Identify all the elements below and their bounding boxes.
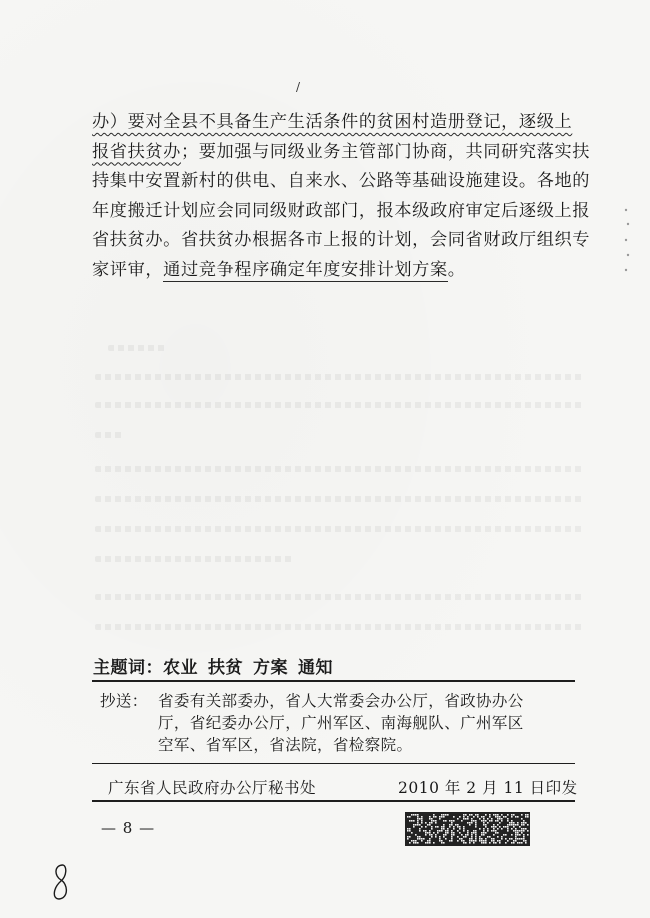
emphasized-text-run: 通过竞争程序确定年度安排计划方案 — [163, 259, 448, 280]
body-line — [92, 167, 591, 197]
bleed-through — [108, 345, 168, 351]
page-number: — 8 — — [101, 819, 156, 837]
barcode-image — [405, 812, 530, 846]
issuing-office: 广东省人民政府办公厅秘书处 — [108, 779, 317, 797]
bleed-through — [95, 466, 585, 472]
keywords-label: 主题词： — [93, 658, 163, 678]
text-run: 家评审， — [92, 259, 164, 280]
body-line — [92, 256, 580, 286]
body-paragraph — [92, 108, 591, 285]
bleed-through — [95, 432, 125, 438]
bleed-through — [95, 594, 585, 600]
keyword: 扶贫 — [208, 658, 243, 678]
cc-line: 空军、省军区，省法院，省检察院。 — [158, 736, 413, 754]
bleed-through — [95, 526, 585, 532]
bleed-through — [95, 402, 585, 408]
divider-rule — [92, 680, 575, 682]
cc-label: 抄送： — [100, 692, 148, 710]
keyword: 方案 — [253, 658, 288, 678]
divider-rule — [92, 800, 575, 802]
bleed-through — [95, 374, 585, 380]
handwritten-page-mark — [50, 862, 72, 902]
text-run: 省扶贫办。省扶贫办根据各市上报的计划，会同省财政厅组织专 — [92, 230, 591, 250]
scan-edge-marks — [622, 200, 632, 280]
emphasized-text-run: 办）要对全县不具备生产生活条件的贫困村造册登记，逐级上 — [92, 112, 573, 132]
cc-line: 厅，省纪委办公厅，广州军区、南海舰队、广州军区 — [158, 714, 524, 732]
keyword: 农业 — [163, 658, 198, 678]
bleed-through — [95, 624, 585, 630]
cc-line: 省委有关部委办，省人大常委会办公厅，省政协办公 — [158, 692, 524, 710]
keyword: 通知 — [298, 658, 333, 678]
text-run: 持集中安置新村的供电、自来水、公路等基础设施建设。各地的 — [92, 171, 591, 191]
text-run: 。 — [447, 259, 466, 280]
divider-rule — [92, 763, 575, 764]
body-line — [92, 197, 591, 227]
emphasized-text-run: 报省扶贫办 — [92, 141, 181, 162]
body-line — [92, 226, 591, 256]
bleed-through — [95, 496, 585, 502]
bleed-through — [95, 556, 295, 562]
text-run: 年度搬迁计划应会同同级财政部门，报本级政府审定后逐级上报 — [92, 200, 591, 221]
text-run: ；要加强与同级业务主管部门协商，共同研究落实扶 — [180, 141, 591, 162]
stray-pen-mark: / — [296, 80, 301, 94]
subject-keywords — [93, 653, 333, 678]
issue-date: 2010 年 2 月 11 日印发 — [398, 779, 578, 797]
body-line — [92, 108, 580, 138]
body-line — [92, 138, 591, 168]
